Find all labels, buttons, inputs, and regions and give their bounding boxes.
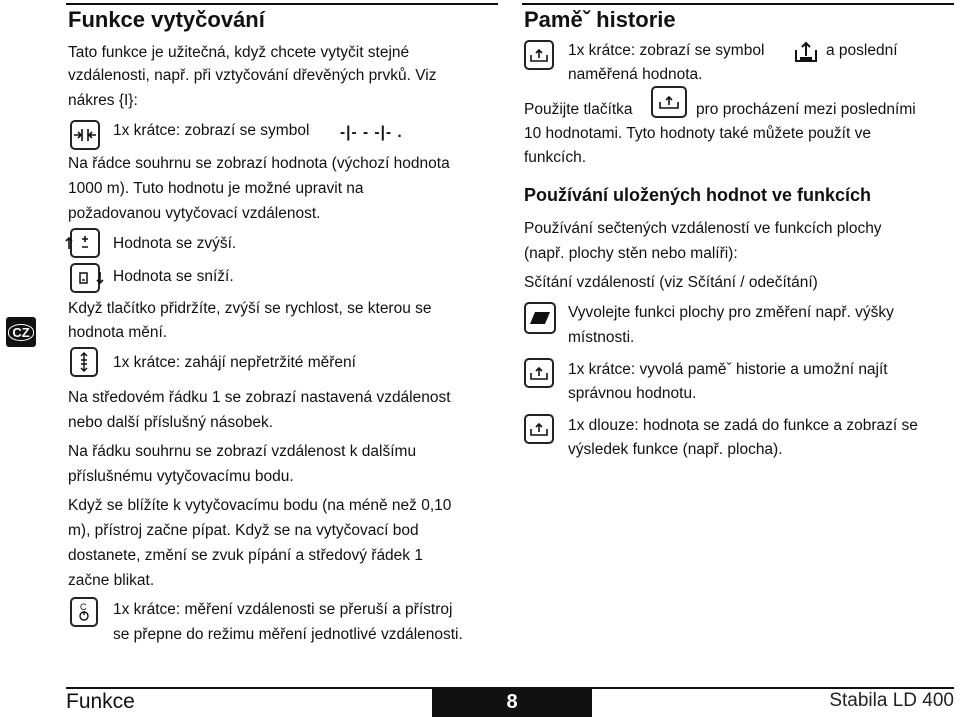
footer-product: Stabila LD 400 bbox=[829, 690, 954, 711]
decrease-text: Hodnota se sníží. bbox=[113, 268, 234, 285]
approach-line-3: dostanete, změní se zvuk pípání a středový řádek 1 bbox=[68, 547, 423, 564]
footer-page-number: 8 bbox=[506, 691, 518, 713]
language-tab bbox=[6, 317, 36, 347]
buttons-line-1b: pro procházení mezi posledními bbox=[696, 101, 916, 118]
area-line-2: místnosti. bbox=[568, 329, 635, 346]
stop-line-2: se přepne do režimu měření jednotlivé vzdálenosti. bbox=[113, 626, 463, 643]
history-key-icon bbox=[524, 40, 554, 70]
recall-key-icon bbox=[524, 358, 554, 388]
left-title: Funkce vytyčování bbox=[68, 7, 265, 32]
history-nav-key-icon bbox=[651, 86, 687, 118]
intro-line-3: nákres {I}: bbox=[68, 92, 138, 109]
top-rule-right bbox=[522, 3, 954, 5]
continuous-text: 1x krátce: zahájí nepřetržité měření bbox=[113, 354, 356, 371]
summary-line-2: 1000 m). Tuto hodnotu je možné upravit na bbox=[68, 180, 364, 197]
right-title: Paměˇ historie bbox=[524, 7, 676, 32]
arrow-up-icon bbox=[64, 236, 74, 250]
approach-line-2: m), přístroj začne pípat. Když se na vytyčovací bod bbox=[68, 522, 419, 539]
usage-line-1: Používání sečtených vzdáleností ve funkcích plochy bbox=[524, 220, 882, 237]
stakeout-key-icon bbox=[70, 120, 100, 150]
svg-text:C: C bbox=[80, 602, 87, 612]
sum-text: Sčítání vzdáleností (viz Sčítání / odečítání) bbox=[524, 274, 818, 291]
footer-section: Funkce bbox=[66, 690, 135, 713]
approach-line-4: začne blikat. bbox=[68, 572, 155, 589]
intro-line-1: Tato funkce je užitečná, když chcete vytyčit stejné bbox=[68, 44, 410, 61]
clear-power-key-icon bbox=[70, 597, 98, 627]
stop-line-1: 1x krátce: měření vzdálenosti se přeruší a přístroj bbox=[113, 601, 453, 618]
plus-minus-key-icon bbox=[70, 228, 100, 258]
top-rule-left bbox=[66, 3, 498, 5]
buttons-line-3: funkcích. bbox=[524, 149, 587, 166]
middle-row-line-2: nebo další příslušný násobek. bbox=[68, 414, 274, 431]
hold-line-2: hodnota mění. bbox=[68, 324, 168, 341]
history-symbol-icon bbox=[793, 40, 819, 64]
buttons-line-2: 10 hodnotami. Tyto hodnoty také můžete použít ve bbox=[524, 125, 871, 142]
enter-key-icon bbox=[524, 414, 554, 444]
history-press-text: 1x krátce: zobrazí se symbol bbox=[568, 42, 765, 59]
increase-text: Hodnota se zvýší. bbox=[113, 235, 237, 252]
recall-line-2: správnou hodnotu. bbox=[568, 385, 697, 402]
summary-line-1: Na řádce souhrnu se zobrazí hodnota (výchozí hodnota bbox=[68, 155, 450, 172]
history-press-text-3: naměřená hodnota. bbox=[568, 66, 703, 83]
area-line-1: Vyvolejte funkci plochy pro změření např. výšky bbox=[568, 304, 894, 321]
area-key-icon bbox=[524, 302, 556, 334]
middle-row-line-1: Na středovém řádku 1 se zobrazí nastavená vzdálenost bbox=[68, 389, 451, 406]
right-subtitle: Používání uložených hodnot ve funkcích bbox=[524, 185, 872, 205]
history-press-text-2: a poslední bbox=[826, 42, 898, 59]
press-symbol-text: 1x krátce: zobrazí se symbol bbox=[113, 122, 310, 139]
language-tab-label: CZ bbox=[8, 324, 33, 341]
long-press-line-1: 1x dlouze: hodnota se zadá do funkce a zobrazí se bbox=[568, 417, 918, 434]
recall-line-1: 1x krátce: vyvolá paměˇ historie a umožní najít bbox=[568, 361, 888, 378]
arrow-down-icon bbox=[95, 271, 105, 285]
buttons-line-1: Použijte tlačítka bbox=[524, 101, 633, 118]
hold-line-1: Když tlačítko přidržíte, zvýší se rychlost, se kterou se bbox=[68, 300, 432, 317]
next-point-line-2: příslušnému vytyčovacímu bodu. bbox=[68, 468, 294, 485]
stakeout-symbol-glyph: -|- - -|- . bbox=[340, 124, 403, 141]
continuous-measure-key-icon bbox=[70, 347, 98, 377]
approach-line-1: Když se blížíte k vytyčovacímu bodu (na méně než 0,10 bbox=[68, 497, 452, 514]
summary-line-3: požadovanou vytyčovací vzdálenost. bbox=[68, 205, 321, 222]
usage-line-2: (např. plochy stěn nebo malíři): bbox=[524, 245, 738, 262]
next-point-line-1: Na řádku souhrnu se zobrazí vzdálenost k dalšímu bbox=[68, 443, 417, 460]
long-press-line-2: výsledek funkce (např. plocha). bbox=[568, 441, 783, 458]
intro-line-2: vzdálenosti, např. při vztyčování dřevěných prvků. Viz bbox=[68, 67, 437, 84]
